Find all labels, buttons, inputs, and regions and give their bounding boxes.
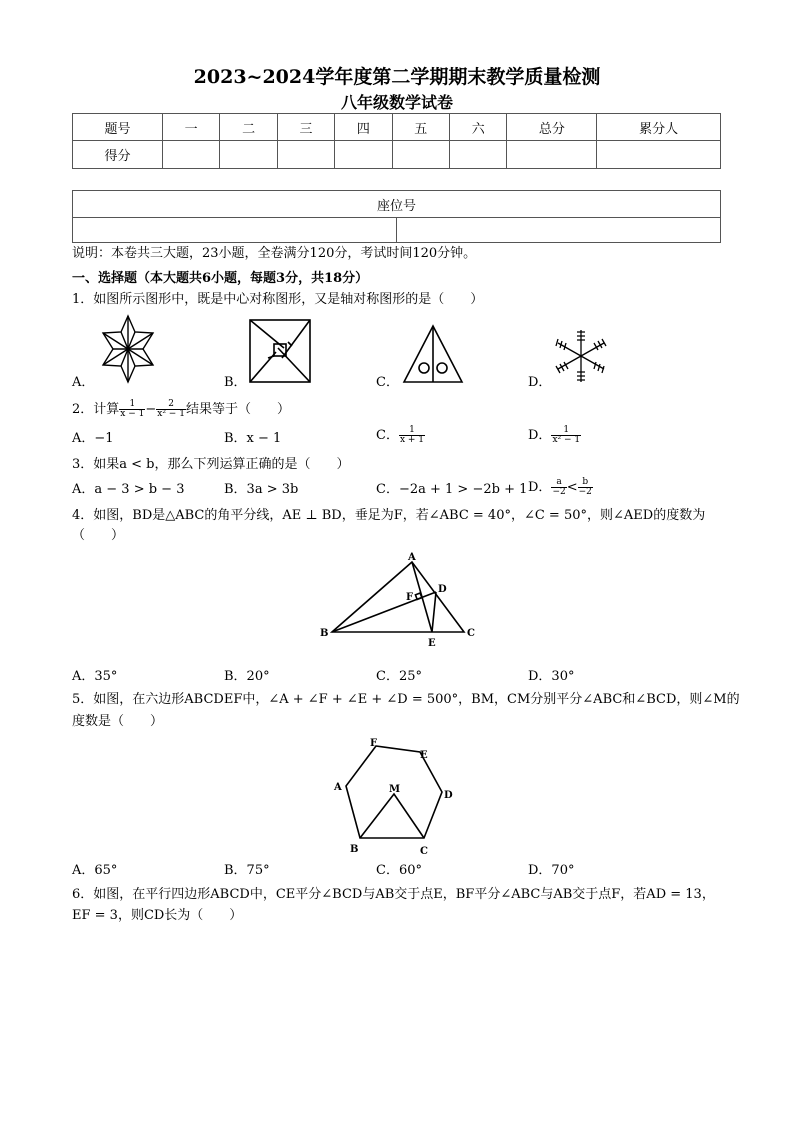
q5-stem-line1: 5．如图，在六边形ABCDEF中，∠A + ∠F + ∠E + ∠D = 500°，BM，CM分别平分∠ABC和∠BCD，则∠M的 (72, 692, 740, 707)
q2-stem-prefix: 2．计算 (72, 402, 120, 417)
q2-stem (72, 400, 290, 419)
q2-frac1-denominator: x − 1 (120, 409, 145, 419)
q5-label-d: D (444, 790, 453, 801)
q2-option-b[interactable]: B．x − 1 (224, 431, 282, 446)
q3-option-a[interactable]: A．a − 3 > b − 3 (72, 482, 185, 497)
q3-option-d[interactable] (528, 478, 593, 497)
score-header-cell: 三 (277, 114, 334, 141)
q5-label-f: F (370, 738, 378, 749)
q3-option-b[interactable]: B．3a > 3b (224, 482, 299, 497)
q1-option-a[interactable]: A． (72, 375, 95, 390)
q2-option-a[interactable]: A．−1 (72, 431, 114, 446)
q3-d-denominator-1: −2 (552, 487, 566, 497)
q5-label-e: E (420, 750, 428, 761)
q4-option-c[interactable]: C．25° (376, 669, 422, 684)
q4-option-b[interactable]: B．20° (224, 669, 270, 684)
score-input-cell[interactable] (220, 141, 277, 169)
q5-lines-bm-cm (360, 794, 424, 838)
score-header-cell: 四 (335, 114, 392, 141)
q3-d-denominator-2: −2 (578, 487, 592, 497)
q5-option-c[interactable]: C．60° (376, 863, 422, 878)
q4-label-e: E (428, 638, 436, 649)
q5-stem-line2: 度数是（ ） (72, 714, 164, 729)
q4-right-angle-mark (415, 593, 421, 599)
exam-title: 2023~2024学年度第二学期期末教学质量检测 (193, 66, 601, 88)
q1-figure-b-square-pinwheel (248, 318, 312, 384)
score-row-label: 得分 (73, 141, 163, 169)
q4-label-a: A (408, 552, 416, 563)
score-header-cell: 二 (220, 114, 277, 141)
q3-stem: 3．如果a < b，那么下列运算正确的是（ ） (72, 457, 350, 472)
q3-option-d-fraction-1 (551, 478, 566, 497)
q3-d-numerator-1: a (551, 478, 566, 488)
q5-option-a[interactable]: A．65° (72, 863, 118, 878)
q3-option-c[interactable]: C．−2a + 1 > −2b + 1 (376, 482, 528, 497)
section-heading: 一、选择题（本大题共6小题，每题3分，共18分） (72, 271, 369, 286)
q2-option-d-prefix: D． (528, 428, 552, 443)
q5-option-d[interactable]: D．70° (528, 863, 575, 878)
q1-option-d[interactable]: D． (528, 375, 552, 390)
score-input-cell[interactable] (162, 141, 219, 169)
q2-frac1-numerator: 1 (119, 400, 145, 410)
q1-figure-c-triangle-circles (402, 324, 464, 384)
score-input-cell[interactable] (392, 141, 449, 169)
q5-label-m: M (389, 784, 401, 795)
score-table-score-row (73, 141, 721, 169)
q3-d-numerator-2: b (578, 478, 593, 488)
q2-fraction-1 (119, 400, 145, 419)
seat-input-cell[interactable] (397, 218, 721, 243)
q4-stem-line2: （ ） (72, 528, 125, 543)
q5-label-c: C (420, 846, 428, 857)
q5-label-b: B (350, 844, 359, 855)
q2-option-d-numerator: 1 (551, 426, 581, 436)
seat-label: 座位号 (73, 191, 721, 218)
q2-option-c-prefix: C． (376, 428, 399, 443)
q4-label-d: D (438, 584, 447, 595)
score-input-cell[interactable] (277, 141, 334, 169)
q1-option-c[interactable]: C． (376, 375, 399, 390)
score-header-cell: 总分 (507, 114, 597, 141)
q4-triangle-figure (318, 552, 482, 648)
q4-line-de (432, 592, 436, 632)
score-header-cell: 题号 (73, 114, 163, 141)
q1-figure-d-spiked-wheel (552, 328, 610, 384)
q3-option-d-fraction-2 (578, 478, 593, 497)
q4-triangle-abc (332, 562, 464, 632)
q4-label-f: F (406, 592, 414, 603)
score-header-cell: 五 (392, 114, 449, 141)
score-table (72, 113, 721, 169)
q4-label-b: B (320, 628, 329, 639)
q6-stem-line2: EF = 3，则CD长为（ ） (72, 908, 243, 923)
q1-option-b[interactable]: B． (224, 375, 247, 390)
score-input-cell[interactable] (507, 141, 597, 169)
exam-subtitle: 八年级数学试卷 (340, 93, 453, 112)
exam-instructions: 说明：本卷共三大题，23小题，全卷满分120分，考试时间120分钟。 (72, 246, 477, 261)
q3-d-operator: < (566, 480, 578, 495)
score-header-cell: 六 (450, 114, 507, 141)
q2-frac2-denominator: x² − 1 (157, 409, 185, 419)
q6-stem-line1: 6．如图，在平行四边形ABCD中，CE平分∠BCD与AB交于点E，BF平分∠ABC与AB交于点F，若AD = 13， (72, 887, 715, 902)
q5-option-b[interactable]: B．75° (224, 863, 270, 878)
q4-stem-line1: 4．如图，BD是△ABC的角平分线，AE ⊥ BD，垂足为F，若∠ABC = 40°，∠C = 50°，则∠AED的度数为 (72, 508, 706, 523)
q2-option-c-denominator: x + 1 (399, 435, 425, 445)
score-header-cell: 一 (162, 114, 219, 141)
q3-option-d-prefix: D． (528, 480, 552, 495)
q2-fraction-2 (156, 400, 186, 419)
seat-input-cell[interactable] (73, 218, 397, 243)
score-table-header-row (73, 114, 721, 141)
q2-frac2-numerator: 2 (156, 400, 186, 410)
q2-option-c-numerator: 1 (399, 426, 425, 436)
q1-figure-a-hexagram-star (96, 314, 160, 384)
q1-stem: 1．如图所示图形中，既是中心对称图形，又是轴对称图形的是（ ） (72, 292, 484, 307)
q4-option-d[interactable]: D．30° (528, 669, 575, 684)
q4-label-c: C (467, 628, 475, 639)
q5-hexagon-figure (328, 736, 460, 860)
q4-option-a[interactable]: A．35° (72, 669, 118, 684)
q2-option-c[interactable] (376, 426, 425, 445)
seat-table (72, 190, 721, 243)
score-header-cell: 累分人 (597, 114, 721, 141)
q2-option-d-denominator: x² − 1 (552, 435, 581, 445)
q5-label-a: A (334, 782, 342, 793)
score-input-cell[interactable] (597, 141, 721, 169)
score-input-cell[interactable] (335, 141, 392, 169)
score-input-cell[interactable] (450, 141, 507, 169)
q2-minus: − (145, 402, 157, 417)
q2-option-d-fraction (551, 426, 581, 445)
q2-stem-suffix: 结果等于（ ） (185, 402, 290, 417)
q2-option-c-fraction (399, 426, 425, 445)
q2-option-d[interactable] (528, 426, 581, 445)
